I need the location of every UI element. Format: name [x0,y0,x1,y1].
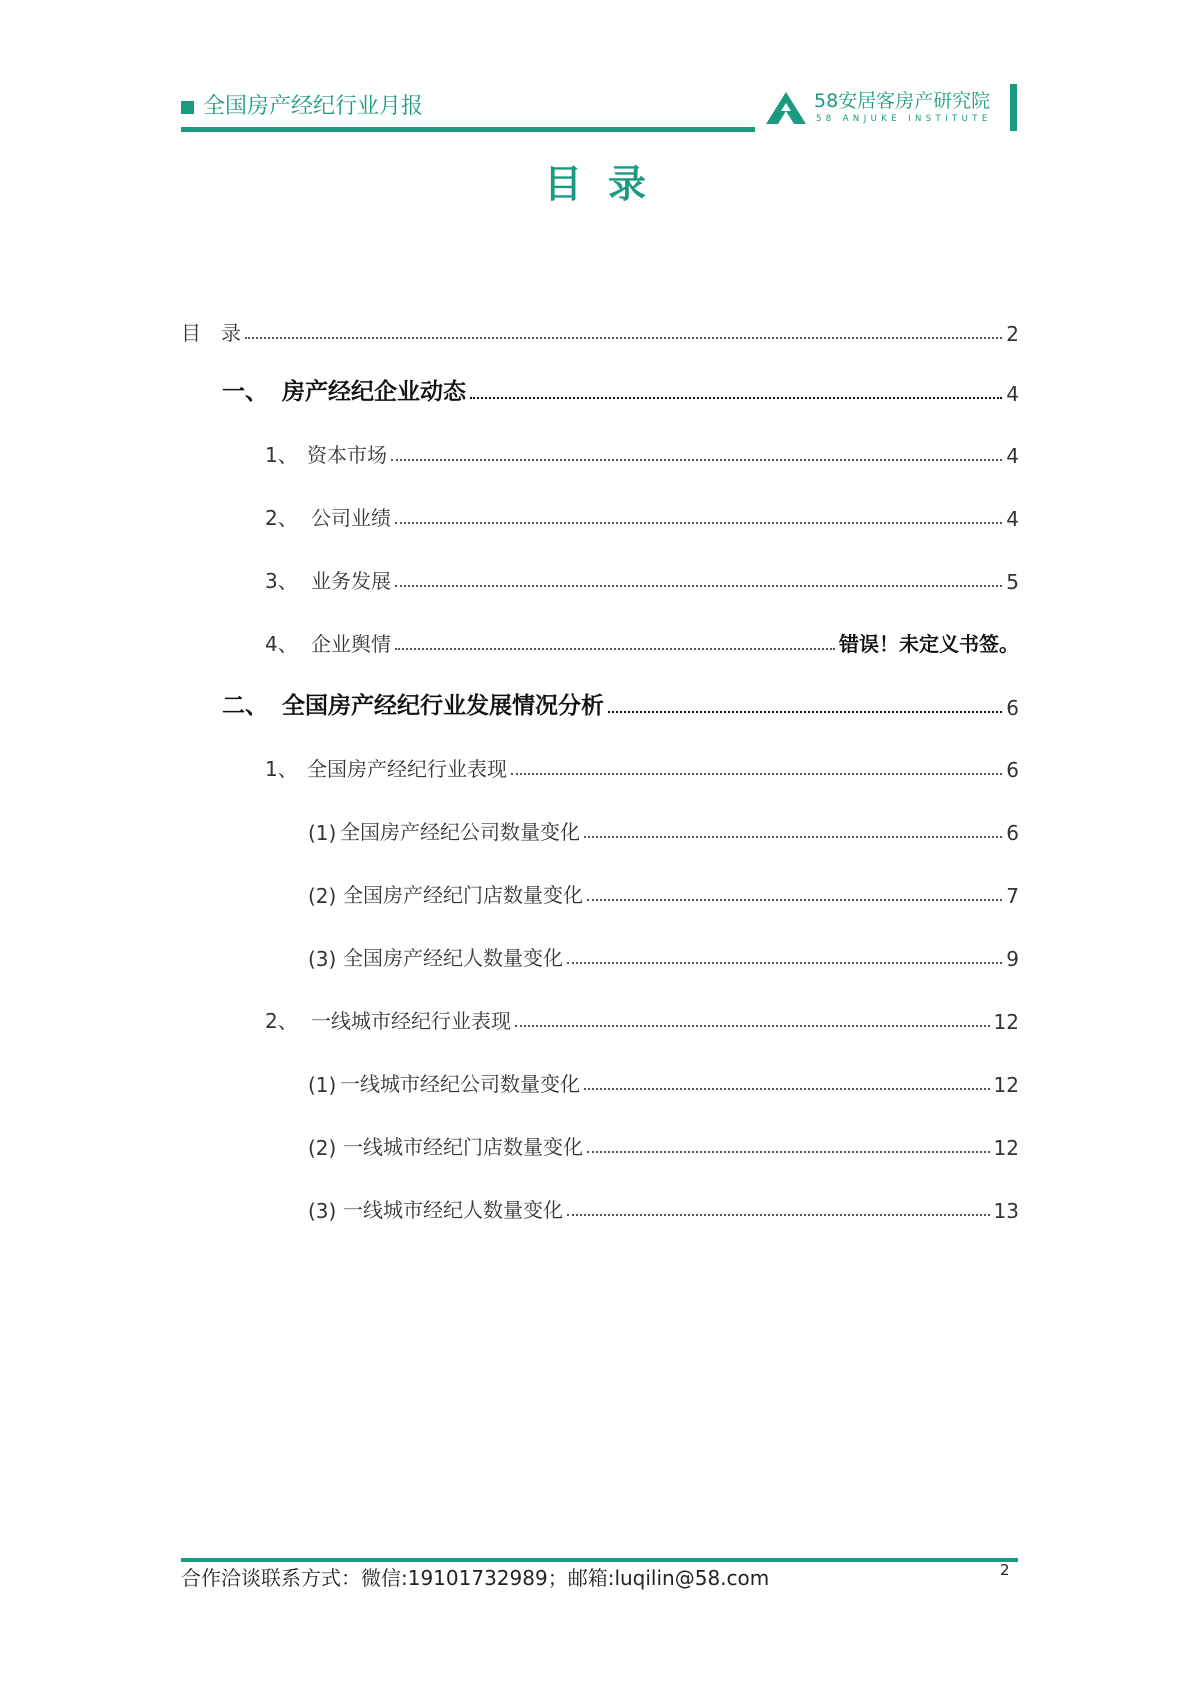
toc-number: (1) [308,821,337,845]
toc-text: 资本市场 [307,443,387,467]
toc-leader [567,962,1002,964]
footer-contact: 合作洽谈联系方式：微信:19101732989；邮箱:luqilin@58.com [181,1566,770,1590]
toc-page: 6 [1006,821,1019,845]
toc-text: 一线城市经纪门店数量变化 [343,1135,583,1159]
header-divider [181,127,755,132]
toc-leader [587,899,1002,901]
toc-number: 2、 [265,1009,298,1033]
toc-leader [511,773,1002,775]
toc-text: 一线城市经纪人数量变化 [343,1198,563,1222]
toc-leader [245,337,1002,339]
report-header [181,90,751,132]
report-title: 全国房产经纪行业月报 [203,94,424,119]
toc-leader [470,397,1002,399]
toc-text: 全国房产经纪公司数量变化 [340,820,580,844]
toc-bookmark-error: 错误！未定义书签。 [839,632,1019,656]
header-square-icon [181,101,194,114]
toc-number: 2、 [265,506,298,530]
toc-entry[interactable] [265,564,1019,594]
toc-leader [395,648,835,650]
toc-text: 全国房产经纪行业表现 [307,757,507,781]
toc-text: 一线城市经纪行业表现 [311,1009,511,1033]
toc-page: 6 [1006,758,1019,782]
toc-page: 9 [1006,947,1019,971]
toc-leader [395,522,1002,524]
logo-accent-bar [1010,84,1017,131]
toc-page: 6 [1006,696,1019,720]
toc-entry[interactable] [308,1193,1019,1223]
toc-text: 业务发展 [311,569,391,593]
toc-text: 全国房产经纪门店数量变化 [343,883,583,907]
toc-entry[interactable] [308,815,1019,845]
toc-entry[interactable] [265,752,1019,782]
toc-text: 公司业绩 [311,506,391,530]
toc-number: 1、 [265,443,298,467]
toc-number: 二、 [222,693,268,719]
toc-leader [515,1025,990,1027]
toc-page: 13 [993,1199,1019,1223]
toc-entry[interactable] [308,878,1019,908]
toc-leader [608,711,1002,713]
toc-text: 全国房产经纪人数量变化 [343,946,563,970]
toc-text: 全国房产经纪行业发展情况分析 [282,693,604,719]
toc-entry[interactable] [222,690,1019,720]
toc-entry[interactable] [265,1004,1019,1034]
toc-page: 4 [1006,444,1019,468]
toc-number: 1、 [265,757,298,781]
toc-number: 4、 [265,632,298,656]
footer-divider [181,1558,1018,1562]
toc-label: 目 录 [181,321,241,345]
toc-leader [587,1151,990,1153]
toc-number: (3) [308,947,337,971]
toc-number: (2) [308,884,337,908]
toc-entry[interactable] [308,1130,1019,1160]
logo-en-text: 58 ANJUKE INSTITUTE [816,114,992,124]
toc-entry[interactable] [265,438,1019,468]
page-number: 2 [1000,1561,1010,1579]
toc-number: 一、 [222,379,268,405]
toc-number: 3、 [265,569,298,593]
toc-page: 4 [1006,382,1019,406]
toc-page: 5 [1006,570,1019,594]
toc-leader [584,836,1002,838]
toc-text: 一线城市经纪公司数量变化 [340,1072,580,1096]
institute-logo [764,84,1024,134]
toc-text: 企业舆情 [311,632,391,656]
page-title: 目录 [543,162,672,206]
toc-page: 12 [993,1010,1019,1034]
toc-entry[interactable] [308,1067,1019,1097]
logo-cn-text: 58安居客房产研究院 [814,90,991,112]
toc-text: 房产经纪企业动态 [282,379,466,405]
logo-mark-icon [764,90,808,126]
toc-entry[interactable] [222,376,1019,406]
toc-leader [395,585,1002,587]
toc-entry[interactable] [308,941,1019,971]
toc-leader [391,459,1002,461]
toc-number: (3) [308,1199,337,1223]
toc-leader [584,1088,990,1090]
toc-entry[interactable] [181,316,1019,346]
toc-leader [567,1214,990,1216]
toc-page: 2 [1006,322,1019,346]
toc-page: 7 [1006,884,1019,908]
toc-page: 12 [993,1136,1019,1160]
toc-entry[interactable] [265,501,1019,531]
toc-number: (2) [308,1136,337,1160]
toc-number: (1) [308,1073,337,1097]
toc-entry[interactable] [265,627,1019,657]
toc-page: 12 [993,1073,1019,1097]
toc-page: 4 [1006,507,1019,531]
